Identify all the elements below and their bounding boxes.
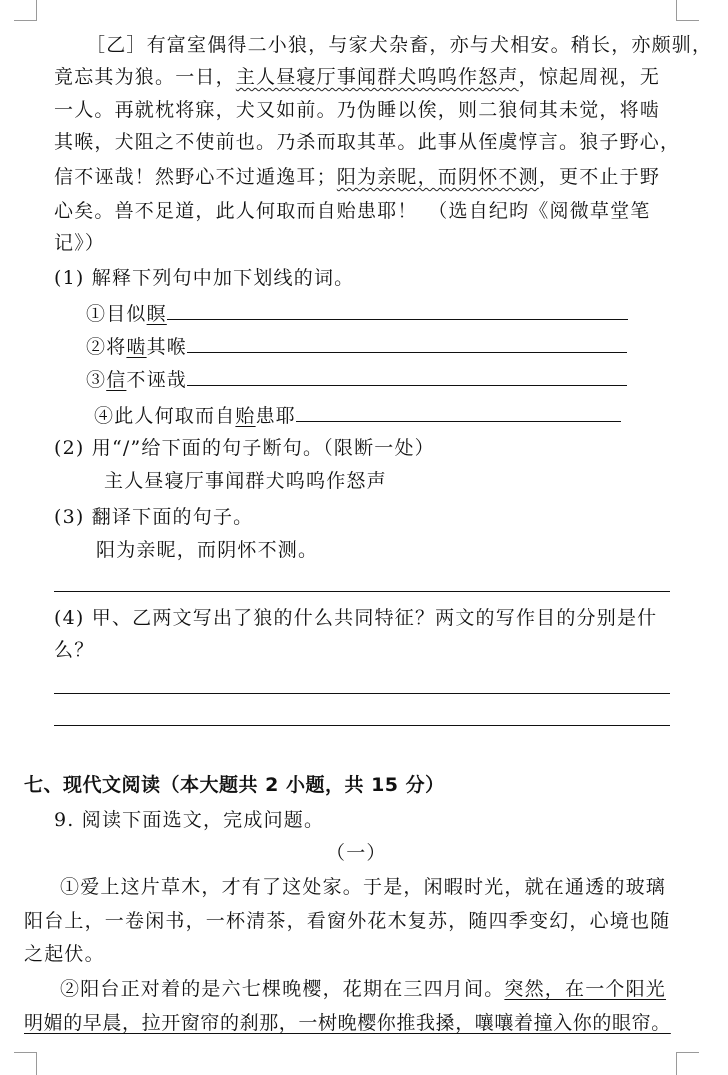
reading-line-1: ①爱上这片草木，才有了这处家。于是，闲暇时光，就在通透的玻璃 [60,876,667,898]
section-heading: 七、现代文阅读（本大题共 2 小题，共 15 分） [24,774,445,796]
item-text: 其喉 [146,336,188,358]
wavy-underlined-sentence: 主人昼寝厅事闻群犬呜呜作怒声 [235,66,519,88]
answer-line[interactable] [54,725,670,726]
corner-mark-top-left [14,0,37,21]
underlined-sentence: 突然，在一个阳光 [504,978,667,1000]
reading-line-5: 明媚的早晨，拉开窗帘的刹那，一树晚樱你推我搡，嚷嚷着撞入你的眼帘。 [24,1012,671,1034]
answer-blank[interactable] [187,367,627,386]
item-text: 不诬哉 [126,369,188,391]
question-3-stem: (3) 翻译下面的句子。 [54,506,254,528]
reading-part-label: （一） [326,842,387,864]
passage-line-2 [54,65,660,89]
answer-blank[interactable] [296,403,621,422]
underlined-word: 瞑 [146,303,167,325]
item-text: ④此人何取而自 [94,405,236,427]
passage-text: ，惊起周视，无 [518,66,661,88]
reading-line-2: 阳台上，一卷闲书，一杯清茶，看窗外花木复苏，随四季变幻，心境也随 [24,910,671,932]
answer-line[interactable] [54,693,670,694]
question-1-stem: (1) 解释下列句中加下划线的词。 [54,267,355,289]
item-text: 患耶 [255,405,297,427]
passage-line-7: 记》） [54,232,106,254]
question-1-item-c [86,367,627,392]
reading-line-4 [60,977,666,1001]
passage-text: 竟忘其为狼。一日， [54,66,236,88]
passage-line-1: ［乙］有富室偶得二小狼，与家犬杂畜，亦与犬相安。稍长，亦颇驯， [86,34,713,56]
passage-line-6: 心矣。兽不足道，此人何取而自贻患耶！ （选自纪昀《阅微草堂笔 [54,200,651,222]
wavy-underlined-sentence: 阳为亲昵，而阴怀不测 [336,166,539,188]
question-1-item-a [86,301,628,326]
passage-line-3: 一人。再就枕将寐，犬又如前。乃伪睡以俟，则二狼伺其未觉，将啮 [54,99,661,121]
reading-text: ②阳台正对着的是六七棵晚樱，花期在三四月间。 [60,978,505,1000]
question-9-stem: 9. 阅读下面选文，完成问题。 [54,809,325,831]
item-text: ②将 [86,336,127,358]
underlined-word: 贻 [235,405,256,427]
reading-line-3: 之起伏。 [24,943,105,965]
passage-text: ，更不止于野 [538,166,661,188]
question-1-item-d [94,403,621,428]
underlined-word: 啮 [126,336,147,358]
corner-mark-top-right [676,0,699,21]
passage-line-5 [54,165,660,189]
passage-text: 信不诬哉！然野心不过遁逸耳； [54,166,337,188]
question-3-sentence: 阳为亲昵，而阴怀不测。 [96,539,319,561]
question-1-item-b [86,334,627,359]
answer-blank[interactable] [167,301,628,320]
question-2-stem: (2) 用“/”给下面的句子断句。（限断一处） [54,437,435,459]
passage-line-4: 其喉，犬阻之不使前也。乃杀而取其革。此事从侄虞惇言。狼子野心， [54,131,681,153]
question-4-stem-line-1: (4) 甲、乙两文写出了狼的什么共同特征？两文的写作目的分别是什 [54,607,658,629]
question-2-sentence: 主人昼寝厅事闻群犬呜呜作怒声 [104,470,387,492]
question-4-stem-line-2: 么？ [54,639,95,661]
item-text: ①目似 [86,303,147,325]
answer-blank[interactable] [187,334,627,353]
item-text: ③ [86,369,107,391]
answer-line[interactable] [54,591,670,592]
underlined-word: 信 [106,369,127,391]
